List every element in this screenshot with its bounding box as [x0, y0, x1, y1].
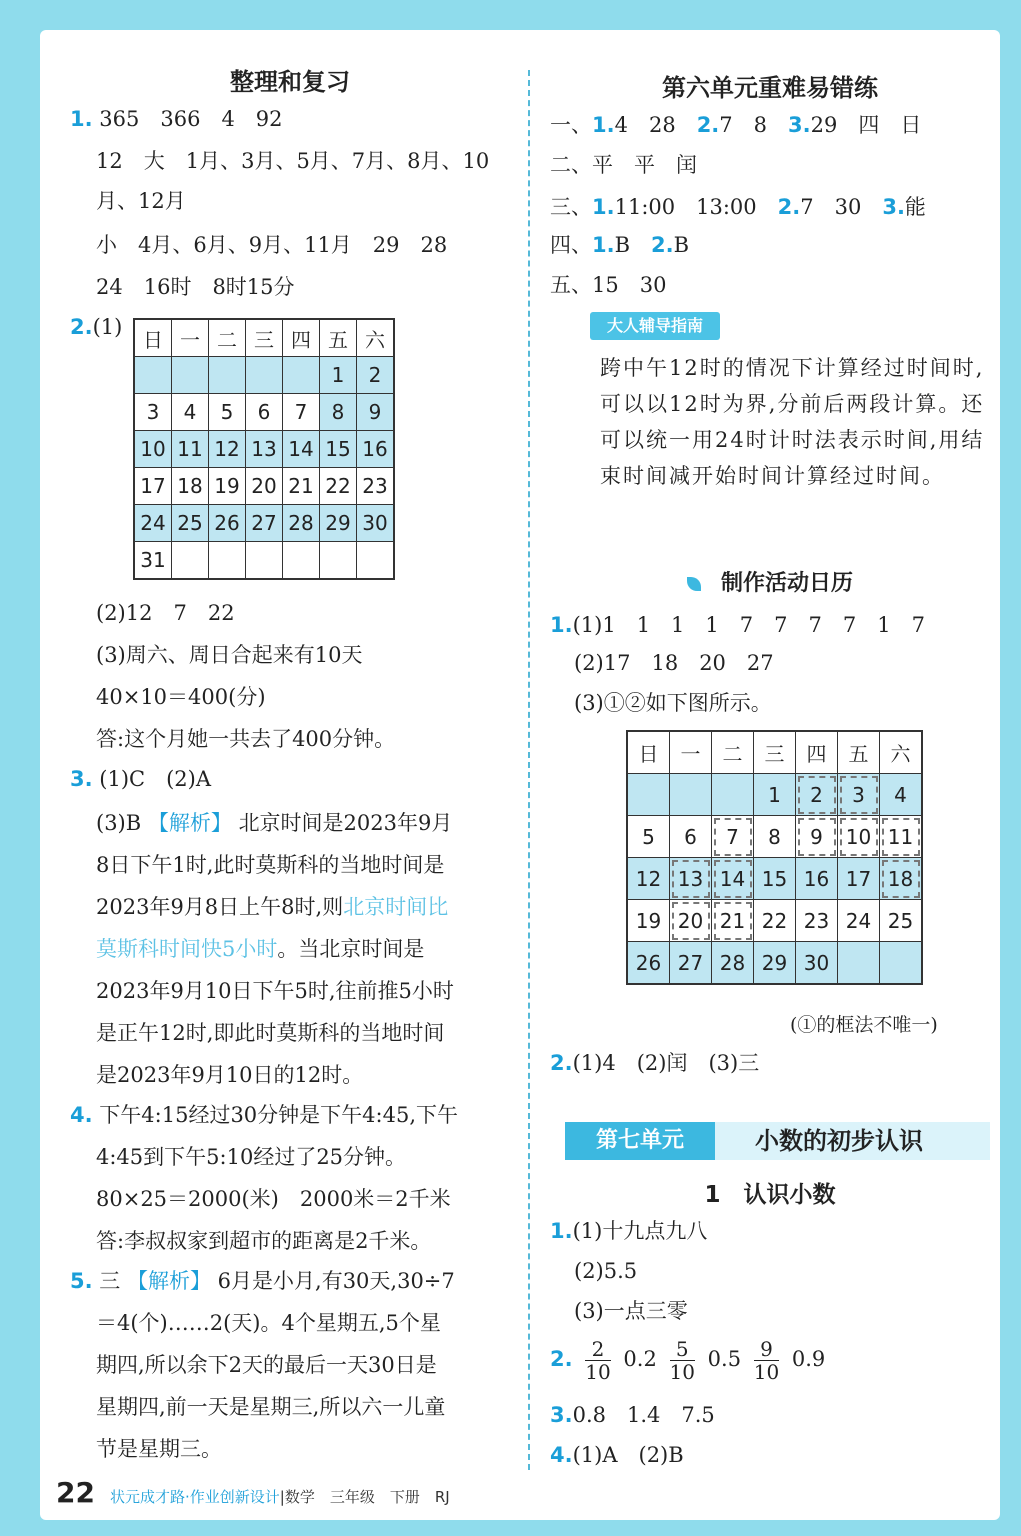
- page-number: 22: [56, 1476, 95, 1509]
- q4-answer: 答:李叔叔家到超市的距离是2千米。: [96, 1229, 432, 1253]
- a1-line-1: 1.(1)1 1 1 1 7 7 7 7 1 7: [550, 613, 925, 637]
- q3-line-7: 是正午12时,即此时莫斯科的当地时间: [96, 1021, 445, 1045]
- q3-line-4: 2023年9月8日上午8时,则北京时间比: [96, 895, 449, 919]
- q1-line-1: 1. 365 366 4 92: [70, 107, 283, 131]
- section-title-unit6: 第六单元重难易错练: [662, 74, 878, 102]
- unit-title: 小数的初步认识: [755, 1127, 923, 1155]
- q3-line-6: 2023年9月10日下午5时,往前推5小时: [96, 979, 454, 1003]
- q3-line-2: (3)B 【解析】 北京时间是2023年9月: [96, 811, 453, 835]
- lesson-title: 1 认识小数: [704, 1182, 836, 1208]
- unit-banner: [565, 1122, 990, 1160]
- q1-line-3: 月、12月: [96, 189, 186, 213]
- q2-line-2: (2)12 7 22: [96, 601, 235, 625]
- q4-line-2: 4:45到下午5:10经过了25分钟。: [96, 1145, 407, 1169]
- u6-row-3: 三、1.11:00 13:00 2.7 30 3.能: [550, 195, 926, 219]
- q5-line-5: 节是星期三。: [96, 1437, 222, 1461]
- u6-row-2: 二、平 平 闰: [550, 153, 697, 177]
- q3-line-3: 8日下午1时,此时莫斯科的当地时间是: [96, 853, 445, 877]
- b3-line: 3.0.8 1.4 7.5: [550, 1403, 715, 1427]
- a1-line-3: (3)①②如下图所示。: [574, 691, 772, 715]
- q3-line-1: 3. (1)C (2)A: [70, 767, 212, 791]
- calendar-1: 日 一 二 三 四 五 六 1 2 3 4 5 6 7 8 9 10 11 12 13 14 15 16 17 18 19 20 21 22 23 24 25 26 27 28 29 30 31: [133, 318, 395, 580]
- q4-line-3: 80×25＝2000(米) 2000米＝2千米: [96, 1187, 451, 1211]
- b1-line-2: (2)5.5: [574, 1259, 638, 1283]
- tip-label: 大人辅导指南: [590, 312, 720, 340]
- q5-line-4: 星期四,前一天是星期三,所以六一儿童: [96, 1395, 446, 1419]
- u6-row-4: 四、1.B 2.B: [550, 233, 690, 257]
- calendar-note: (①的框法不唯一): [790, 1014, 938, 1036]
- leaf-icon: [687, 577, 701, 591]
- fraction-1: $\frac{2}{10}$: [585, 1337, 611, 1384]
- section-title-activity: 制作活动日历: [550, 566, 990, 597]
- q3-line-8: 是2023年9月10日的12时。: [96, 1063, 364, 1087]
- answer-page: [40, 30, 1000, 1520]
- unit-tag: 第七单元: [565, 1122, 715, 1160]
- b2-line: 2. $\frac{2}{10}$ 0.2 $\frac{5}{10}$ 0.5 $\frac{9}{10}$ 0.9: [550, 1337, 826, 1384]
- section-title-review: 整理和复习: [230, 68, 350, 96]
- tip-text: 跨中午12时的情况下计算经过时间时,可以以12时为界,分前后两段计算。还可以统一用24时计时法表示时间,用结束时间减开始时间计算经过时间。: [600, 356, 985, 488]
- q1-line-4: 小 4月、6月、9月、11月 29 28: [96, 233, 448, 257]
- b1-line-3: (3)一点三零: [574, 1299, 688, 1323]
- u6-row-1: 一、1.4 28 2.7 8 3.29 四 日: [550, 113, 922, 137]
- footer-info: 状元成才路·作业创新设计|数学 三年级 下册 RJ: [110, 1488, 450, 1506]
- a2-line: 2.(1)4 (2)闰 (3)三: [550, 1051, 760, 1075]
- q3-line-5: 莫斯科时间快5小时。当北京时间是: [96, 937, 425, 961]
- column-divider: [528, 70, 530, 1470]
- a1-line-2: (2)17 18 20 27: [574, 651, 774, 675]
- b1-line-1: 1.(1)十九点九八: [550, 1219, 708, 1243]
- fraction-2: $\frac{5}{10}$: [669, 1337, 695, 1384]
- q1-line-2: 12 大 1月、3月、5月、7月、8月、10: [96, 149, 490, 173]
- q2-label: 2.(1): [70, 315, 123, 339]
- q5-line-3: 期四,所以余下2天的最后一天30日是: [96, 1353, 437, 1377]
- q5-line-1: 5. 三 【解析】 6月是小月,有30天,30÷7: [70, 1269, 455, 1293]
- calendar-2: 日 一 二 三 四 五 六 1 2 3 4 5 6 7 8 9 10 11 12 13 14 15 16 17 18 19 20 21 22 23 24 25 26 27 28 29 30: [626, 730, 923, 985]
- u6-row-5: 五、15 30: [550, 273, 667, 297]
- q2-line-3: (3)周六、周日合起来有10天: [96, 643, 363, 667]
- fraction-3: $\frac{9}{10}$: [753, 1337, 780, 1384]
- q1-line-5: 24 16时 8时15分: [96, 275, 295, 299]
- b4-line: 4.(1)A (2)B: [550, 1443, 684, 1467]
- q2-line-4: 40×10＝400(分): [96, 685, 266, 709]
- q2-answer: 答:这个月她一共去了400分钟。: [96, 727, 396, 751]
- q5-line-2: ＝4(个)……2(天)。4个星期五,5个星: [96, 1311, 441, 1335]
- q4-line-1: 4. 下午4:15经过30分钟是下午4:45,下午: [70, 1103, 458, 1127]
